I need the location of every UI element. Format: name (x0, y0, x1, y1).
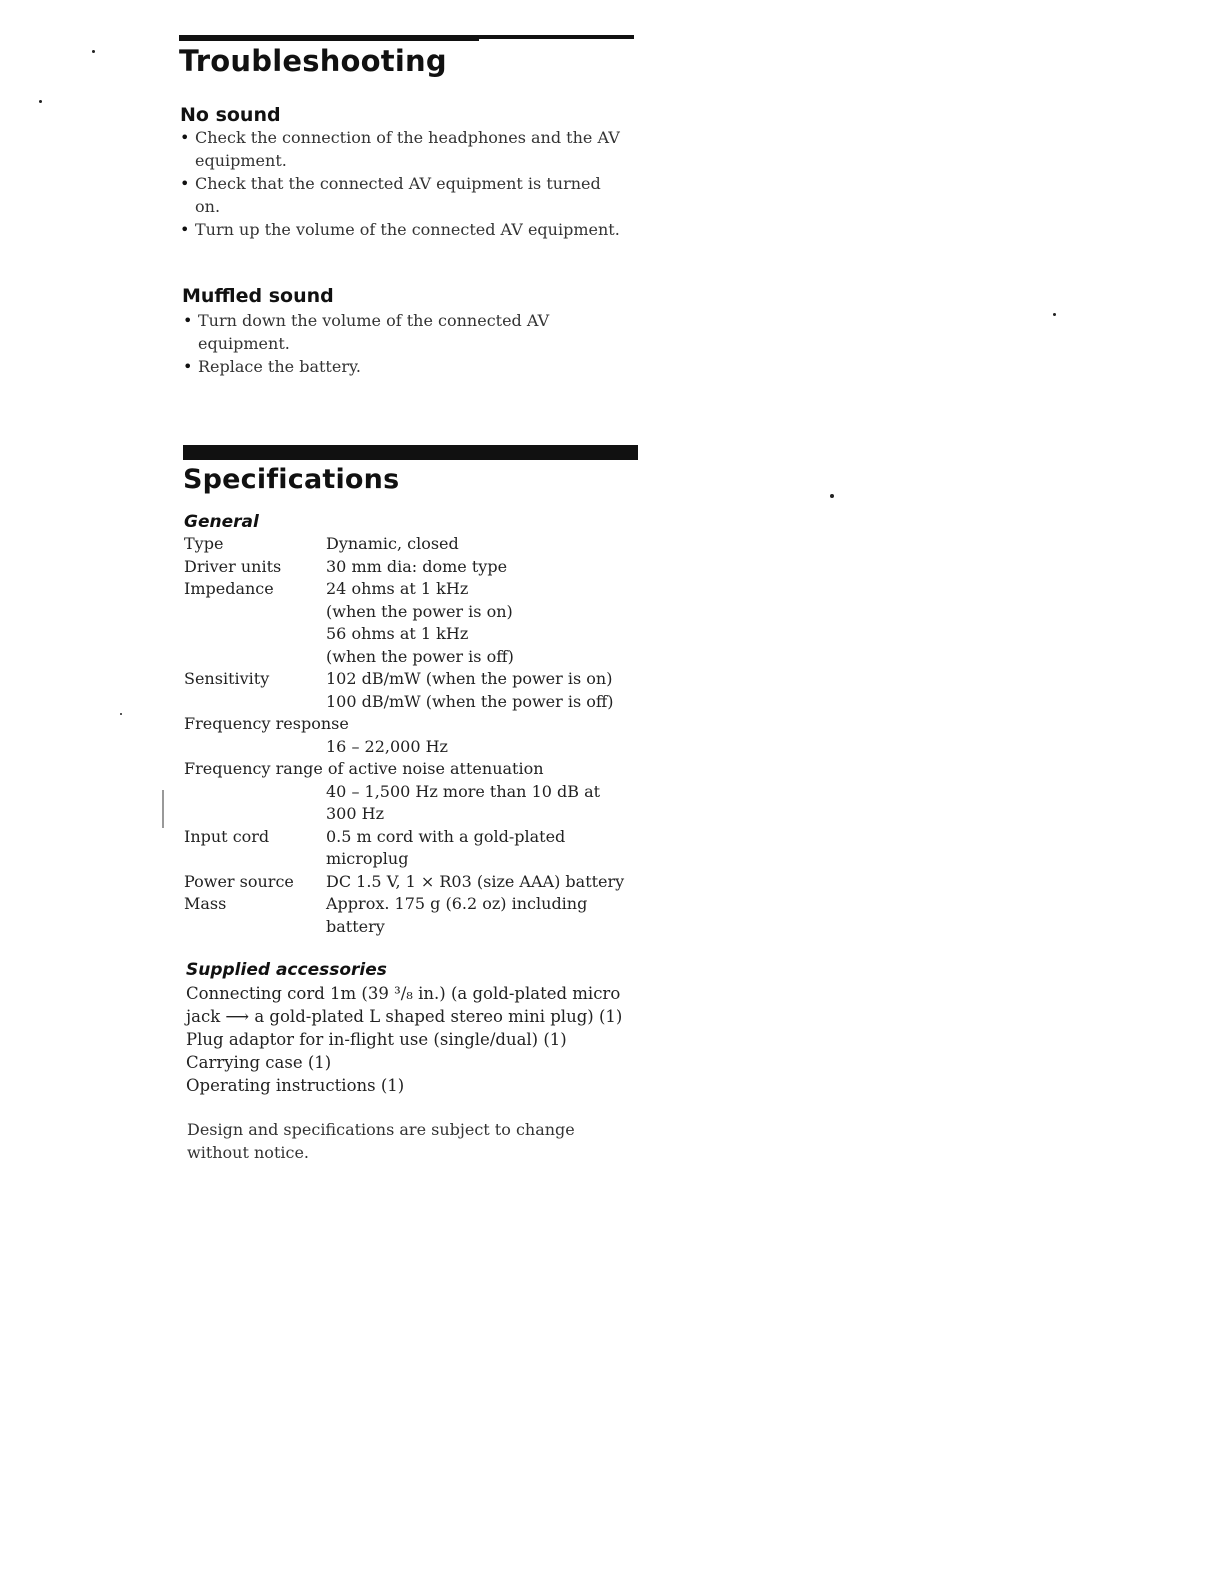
no-sound-list (180, 126, 630, 241)
spec-label: Frequency range of active noise attenuation (184, 759, 544, 778)
general-spec-table (184, 533, 654, 938)
spec-value: DC 1.5 V, 1 × R03 (size AAA) battery (326, 871, 625, 891)
spec-row-noise-attenuation (184, 758, 654, 826)
spec-row-frequency-response (184, 713, 654, 758)
spec-row-type (184, 533, 654, 556)
scan-speck (39, 100, 42, 103)
spec-value: (when the power is on) (326, 601, 513, 621)
accessories-heading: Supplied accessories (186, 960, 387, 980)
spec-label: Frequency response (184, 714, 349, 733)
specifications-title: Specifications (183, 464, 400, 495)
no-sound-item: • Check the connection of the headphones and the AV equipment. (180, 126, 630, 172)
spec-value: 30 mm dia: dome type (326, 556, 508, 576)
spec-label: Impedance (184, 579, 274, 598)
spec-label: Type (184, 534, 224, 553)
spec-value: microplug (326, 849, 409, 868)
spec-value: 100 dB/mW (when the power is off) (326, 691, 614, 711)
spec-row-input-cord (184, 826, 654, 871)
muffled-sound-list (183, 309, 583, 378)
change-notice (187, 1119, 607, 1164)
spec-label: Driver units (184, 556, 282, 576)
spec-value: 56 ohms at 1 kHz (326, 624, 469, 643)
accessory-line: Connecting cord 1m (39 ³/₈ in.) (a gold-plated micro (186, 984, 621, 1003)
muffled-sound-item: • Replace the battery. (183, 355, 583, 378)
notice-line: without notice. (187, 1142, 309, 1162)
scan-speck (92, 50, 95, 53)
accessory-line: Operating instructions (1) (186, 1076, 405, 1095)
spec-value: battery (326, 916, 385, 936)
spec-value: Dynamic, closed (326, 534, 459, 553)
spec-label: Mass (184, 894, 227, 913)
notice-line: Design and specifications are subject to change (187, 1120, 575, 1139)
spec-value: 40 – 1,500 Hz more than 10 dB at (326, 781, 601, 801)
muffled-sound-heading: Muffled sound (182, 285, 334, 307)
spec-value: 16 – 22,000 Hz (326, 736, 448, 756)
spec-row-sensitivity (184, 668, 654, 713)
accessory-line: jack ⟶ a gold-plated L shaped stereo mini plug) (1) (186, 1007, 623, 1026)
scan-speck (120, 713, 122, 715)
troubleshooting-title: Troubleshooting (179, 44, 447, 78)
spec-row-impedance (184, 578, 654, 668)
spec-label: Sensitivity (184, 669, 270, 688)
spec-value: Approx. 175 g (6.2 oz) including (326, 894, 588, 913)
no-sound-item: • Check that the connected AV equipment is turned on. (180, 172, 630, 218)
accessories-list (186, 982, 646, 1097)
spec-value: 102 dB/mW (when the power is on) (326, 669, 613, 688)
muffled-sound-item: • Turn down the volume of the connected AV equipment. (183, 309, 583, 355)
scan-speck (1053, 313, 1056, 316)
spec-row-power-source (184, 871, 654, 894)
spec-value: 24 ohms at 1 kHz (326, 579, 469, 598)
section-rule-troubleshooting-accent (179, 35, 479, 41)
general-heading: General (184, 512, 259, 532)
no-sound-heading: No sound (180, 104, 281, 126)
spec-label: Input cord (184, 826, 270, 846)
accessory-line: Carrying case (1) (186, 1053, 332, 1072)
spec-value: (when the power is off) (326, 646, 514, 666)
spec-row-driver-units (184, 556, 654, 579)
spec-label: Power source (184, 871, 294, 891)
no-sound-item: • Turn up the volume of the connected AV equipment. (180, 218, 630, 241)
scan-speck (830, 494, 834, 498)
section-rule-specifications (183, 445, 638, 460)
spec-row-mass (184, 893, 654, 938)
spec-value: 0.5 m cord with a gold-plated (326, 826, 566, 846)
scan-speck (162, 790, 164, 828)
spec-value: 300 Hz (326, 804, 385, 823)
accessory-line: Plug adaptor for in-flight use (single/dual) (1) (186, 1030, 567, 1049)
